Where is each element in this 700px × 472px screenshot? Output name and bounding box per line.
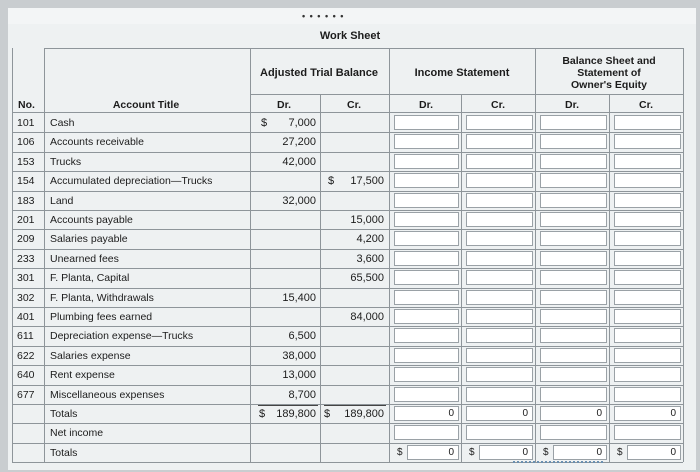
dollar-sign-cr: $ bbox=[328, 175, 335, 188]
col-header-is-dr: Dr. bbox=[418, 99, 433, 111]
grid-hline-top bbox=[44, 48, 683, 49]
grid-hline-row bbox=[12, 249, 683, 250]
input-bsdr[interactable] bbox=[540, 348, 607, 363]
grid-hline-row bbox=[12, 191, 683, 192]
grid-hline-row bbox=[12, 171, 683, 172]
account-number: 640 bbox=[17, 369, 35, 382]
input-bsdr[interactable] bbox=[540, 193, 607, 208]
account-title: Unearned fees bbox=[50, 252, 119, 265]
account-title: Salaries payable bbox=[50, 233, 128, 246]
input-bsdr[interactable] bbox=[540, 387, 607, 402]
totals-value-iscr: 0 bbox=[522, 408, 528, 419]
net-income-input-isdr[interactable] bbox=[394, 425, 459, 440]
grid-hline-row bbox=[12, 132, 683, 133]
account-number: 106 bbox=[17, 136, 35, 149]
input-bscr[interactable] bbox=[614, 231, 681, 246]
totals-value-bsdr: 0 bbox=[596, 408, 602, 419]
cut-off-title: • • • • • • bbox=[302, 11, 345, 21]
grid-hline-head bbox=[12, 112, 683, 113]
atb-debit-value: 6,500 bbox=[288, 330, 316, 343]
atb-debit-value: 38,000 bbox=[282, 349, 316, 362]
account-title: Miscellaneous expenses bbox=[50, 388, 165, 401]
input-bscr[interactable] bbox=[614, 154, 681, 169]
input-iscr[interactable] bbox=[466, 115, 533, 130]
input-isdr[interactable] bbox=[394, 193, 459, 208]
atb-credit-value: 15,000 bbox=[350, 214, 384, 226]
totals-dollar-dr: $ bbox=[259, 408, 266, 420]
totals-label: Totals bbox=[50, 408, 78, 420]
final-totals-label: Totals bbox=[50, 446, 78, 459]
group-adjusted-trial-balance: Adjusted Trial Balance bbox=[260, 67, 378, 79]
grid-vline bbox=[461, 94, 462, 462]
final-dollar-iscr: $ bbox=[469, 446, 475, 458]
grid-hline-row bbox=[12, 443, 683, 444]
grid-hline-row bbox=[12, 423, 683, 424]
grid-vline bbox=[389, 48, 390, 462]
account-number: 302 bbox=[17, 291, 35, 304]
totals-dollar-cr: $ bbox=[324, 408, 331, 420]
account-number: 154 bbox=[17, 175, 35, 188]
atb-credit-value: 65,500 bbox=[350, 272, 384, 285]
atb-debit-value: 27,200 bbox=[282, 136, 316, 149]
grid-hline-row bbox=[12, 346, 683, 347]
account-title: Accounts receivable bbox=[50, 136, 144, 149]
input-iscr[interactable] bbox=[466, 309, 533, 324]
input-bsdr[interactable] bbox=[540, 367, 607, 382]
totals-underline bbox=[258, 405, 318, 406]
grid-hline-row bbox=[12, 210, 683, 211]
worksheet-grid bbox=[8, 8, 696, 470]
grid-vline bbox=[320, 94, 321, 462]
col-header-bs-cr: Cr. bbox=[638, 99, 653, 111]
atb-debit-value: 7,000 bbox=[288, 117, 316, 129]
input-bscr[interactable] bbox=[614, 270, 681, 285]
grid-vline bbox=[535, 48, 536, 462]
account-title: Trucks bbox=[50, 155, 82, 168]
input-isdr[interactable] bbox=[394, 134, 459, 149]
input-bscr[interactable] bbox=[614, 173, 681, 188]
input-bscr[interactable] bbox=[614, 328, 681, 343]
group-balance-sheet bbox=[535, 55, 683, 91]
input-bsdr[interactable] bbox=[540, 328, 607, 343]
account-title: Accounts payable bbox=[50, 214, 133, 226]
input-isdr[interactable] bbox=[394, 154, 459, 169]
atb-debit-value: 8,700 bbox=[288, 388, 316, 401]
net-income-label: Net income bbox=[50, 427, 104, 440]
final-dollar-isdr: $ bbox=[397, 446, 403, 458]
account-number: 209 bbox=[17, 233, 35, 246]
grid-vline bbox=[609, 94, 610, 462]
col-header-bs-dr: Dr. bbox=[564, 99, 579, 111]
col-header-account-title: Account Title bbox=[112, 99, 180, 111]
input-bscr[interactable] bbox=[614, 115, 681, 130]
grid-hline-row bbox=[12, 326, 683, 327]
group-income-statement: Income Statement bbox=[414, 67, 510, 79]
input-iscr[interactable] bbox=[466, 290, 533, 305]
input-isdr[interactable] bbox=[394, 328, 459, 343]
account-title: Depreciation expense—Trucks bbox=[50, 330, 194, 343]
final-dollar-bscr: $ bbox=[617, 446, 623, 458]
account-number: 611 bbox=[17, 330, 34, 343]
col-header-is-cr: Cr. bbox=[490, 99, 505, 111]
input-iscr[interactable] bbox=[466, 387, 533, 402]
atb-debit-value: 13,000 bbox=[282, 369, 316, 382]
input-iscr[interactable] bbox=[466, 270, 533, 285]
account-title: F. Planta, Capital bbox=[50, 272, 130, 285]
input-bsdr[interactable] bbox=[540, 154, 607, 169]
account-number: 201 bbox=[17, 214, 35, 226]
input-bscr[interactable] bbox=[614, 348, 681, 363]
account-number: 183 bbox=[17, 194, 35, 207]
grid-vline bbox=[683, 48, 684, 462]
input-iscr[interactable] bbox=[466, 134, 533, 149]
input-bscr[interactable] bbox=[614, 212, 681, 227]
final-dollar-bsdr: $ bbox=[543, 446, 549, 458]
balance-heading-line-2: Statement of bbox=[577, 67, 641, 79]
input-bscr[interactable] bbox=[614, 134, 681, 149]
atb-debit-value: 32,000 bbox=[282, 194, 316, 207]
final-value-iscr: 0 bbox=[522, 446, 528, 458]
input-iscr[interactable] bbox=[466, 154, 533, 169]
balance-heading-line-3: Owner's Equity bbox=[570, 79, 647, 91]
atb-debit-value: 42,000 bbox=[282, 155, 316, 168]
input-bsdr[interactable] bbox=[540, 251, 607, 266]
input-isdr[interactable] bbox=[394, 115, 459, 130]
col-header-atb-dr: Dr. bbox=[276, 99, 291, 111]
grid-hline-row bbox=[12, 268, 683, 269]
account-title: Plumbing fees earned bbox=[50, 311, 153, 323]
account-number: 622 bbox=[17, 349, 35, 362]
input-isdr[interactable] bbox=[394, 290, 459, 305]
input-isdr[interactable] bbox=[394, 270, 459, 285]
account-title: Accumulated depreciation—Trucks bbox=[50, 175, 213, 188]
grid-vline bbox=[12, 48, 13, 462]
input-isdr[interactable] bbox=[394, 173, 459, 188]
totals-atb-debit: 189,800 bbox=[276, 408, 316, 420]
dollar-sign-dr: $ bbox=[261, 117, 268, 129]
atb-debit-value: 15,400 bbox=[282, 291, 316, 304]
totals-value-isdr: 0 bbox=[448, 408, 454, 419]
input-bscr[interactable] bbox=[614, 367, 681, 382]
net-income-input-bscr[interactable] bbox=[614, 425, 681, 440]
grid-vline bbox=[44, 48, 45, 462]
col-header-no: No. bbox=[18, 99, 35, 111]
input-bsdr[interactable] bbox=[540, 212, 607, 227]
grid-hline-row bbox=[12, 288, 683, 289]
input-isdr[interactable] bbox=[394, 231, 459, 246]
input-isdr[interactable] bbox=[394, 367, 459, 382]
input-bsdr[interactable] bbox=[540, 290, 607, 305]
input-iscr[interactable] bbox=[466, 367, 533, 382]
atb-credit-value: 3,600 bbox=[356, 252, 384, 265]
net-income-input-iscr[interactable] bbox=[466, 425, 533, 440]
account-number: 101 bbox=[17, 117, 35, 129]
account-number: 677 bbox=[17, 388, 35, 401]
input-isdr[interactable] bbox=[394, 348, 459, 363]
account-number: 301 bbox=[17, 272, 35, 285]
account-title: F. Planta, Withdrawals bbox=[50, 291, 154, 304]
totals-value-bscr: 0 bbox=[670, 408, 676, 419]
input-bscr[interactable] bbox=[614, 309, 681, 324]
account-title: Salaries expense bbox=[50, 349, 131, 362]
grid-hline-row bbox=[12, 152, 683, 153]
input-bscr[interactable] bbox=[614, 387, 681, 402]
input-bsdr[interactable] bbox=[540, 173, 607, 188]
input-isdr[interactable] bbox=[394, 309, 459, 324]
account-title: Land bbox=[50, 194, 74, 207]
totals-underline bbox=[324, 405, 386, 406]
input-bscr[interactable] bbox=[614, 251, 681, 266]
grid-hline-row bbox=[12, 307, 683, 308]
account-number: 153 bbox=[17, 155, 35, 168]
grid-hline-row bbox=[12, 365, 683, 366]
input-iscr[interactable] bbox=[466, 193, 533, 208]
input-iscr[interactable] bbox=[466, 348, 533, 363]
final-value-bscr: 0 bbox=[670, 446, 676, 458]
input-bsdr[interactable] bbox=[540, 134, 607, 149]
input-iscr[interactable] bbox=[466, 328, 533, 343]
input-bsdr[interactable] bbox=[540, 309, 607, 324]
account-title: Cash bbox=[50, 117, 75, 129]
atb-credit-value: 4,200 bbox=[356, 233, 384, 246]
input-bscr[interactable] bbox=[614, 290, 681, 305]
grid-vline bbox=[250, 48, 251, 462]
input-isdr[interactable] bbox=[394, 212, 459, 227]
balance-heading-line-1: Balance Sheet and bbox=[562, 55, 656, 67]
grid-hline-row bbox=[12, 229, 683, 230]
final-value-bsdr: 0 bbox=[596, 446, 602, 458]
col-header-atb-cr: Cr. bbox=[346, 99, 361, 111]
input-iscr[interactable] bbox=[466, 251, 533, 266]
final-value-isdr: 0 bbox=[448, 446, 454, 458]
atb-credit-value: 84,000 bbox=[350, 311, 384, 323]
worksheet-sheet bbox=[8, 8, 696, 470]
double-underline-marker bbox=[513, 461, 603, 463]
grid-hline-row bbox=[12, 385, 683, 386]
input-isdr[interactable] bbox=[394, 387, 459, 402]
totals-atb-credit: 189,800 bbox=[344, 408, 384, 420]
input-iscr[interactable] bbox=[466, 212, 533, 227]
account-title: Rent expense bbox=[50, 369, 115, 382]
input-bsdr[interactable] bbox=[540, 270, 607, 285]
worksheet-title: Work Sheet bbox=[319, 30, 381, 42]
grid-hline-sub bbox=[250, 94, 683, 95]
account-number: 401 bbox=[17, 311, 35, 323]
input-iscr[interactable] bbox=[466, 173, 533, 188]
input-bsdr[interactable] bbox=[540, 115, 607, 130]
atb-credit-value: 17,500 bbox=[350, 175, 384, 188]
net-income-input-bsdr[interactable] bbox=[540, 425, 607, 440]
input-bscr[interactable] bbox=[614, 193, 681, 208]
input-bsdr[interactable] bbox=[540, 231, 607, 246]
input-iscr[interactable] bbox=[466, 231, 533, 246]
account-number: 233 bbox=[17, 252, 35, 265]
input-isdr[interactable] bbox=[394, 251, 459, 266]
